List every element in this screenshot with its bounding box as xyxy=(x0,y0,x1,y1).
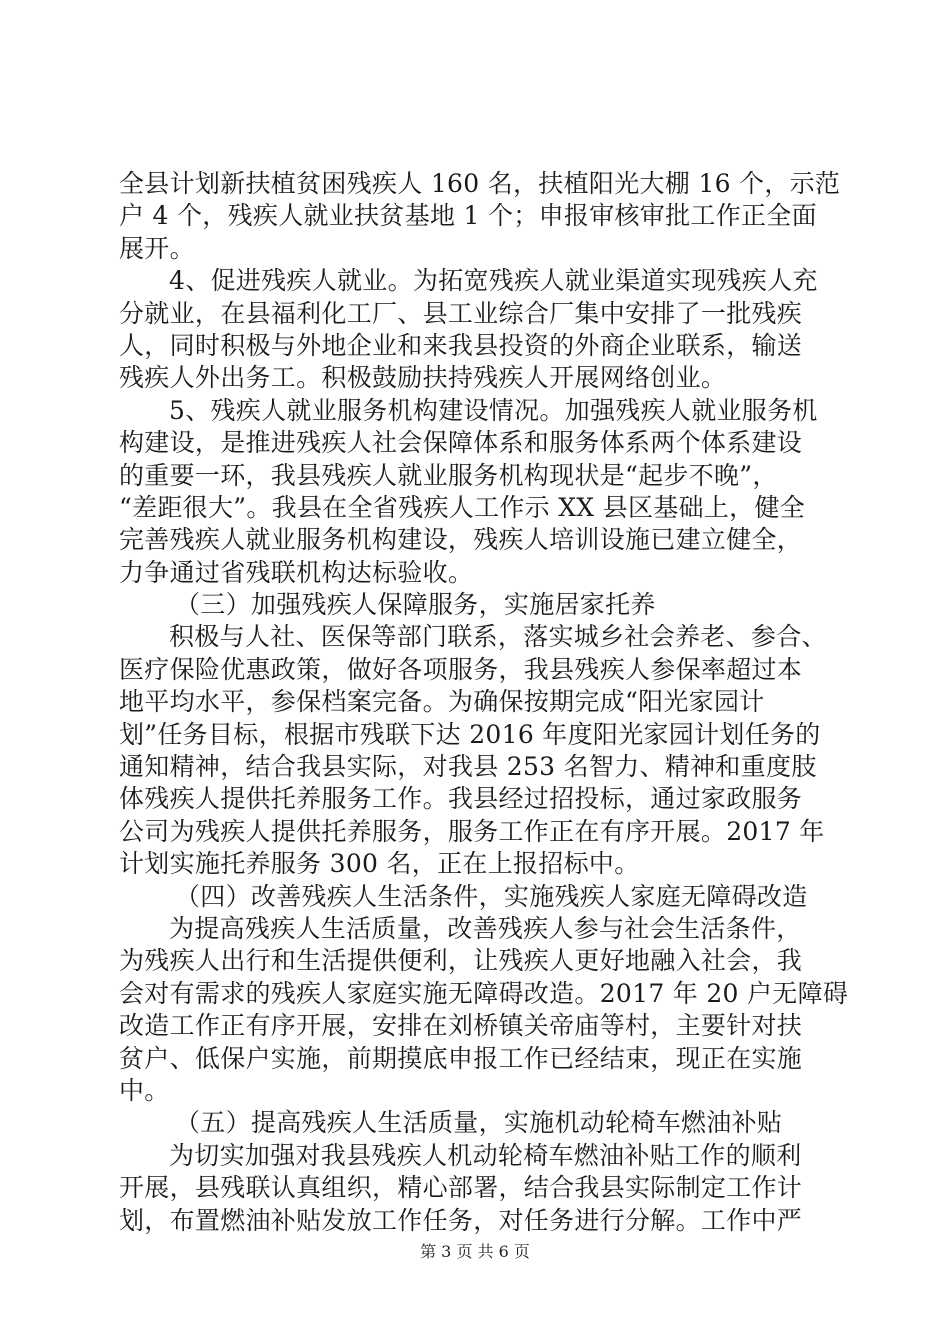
text-line: “差距很大”。我县在全省残疾人工作示 XX 县区基础上，健全 xyxy=(119,492,806,522)
text-line: 全县计划新扶植贫困残疾人 160 名，扶植阳光大棚 16 个，示范 xyxy=(119,169,841,198)
text-line: 为切实加强对我县残疾人机动轮椅车燃油补贴工作的顺利 xyxy=(169,1140,802,1170)
text-line: 地平均水平，参保档案完备。为确保按期完成“阳光家园计 xyxy=(119,687,765,717)
text-line: 为提高残疾人生活质量，改善残疾人参与社会生活条件， xyxy=(169,913,802,943)
text-line: 公司为残疾人提供托养服务，服务工作正在有序开展。2017 年 xyxy=(119,816,825,846)
text-line: 中。 xyxy=(119,1075,170,1105)
text-line: 医疗保险优惠政策，做好各项服务，我县残疾人参保率超过本 xyxy=(119,654,803,684)
text-line: 开展，县残联认真组织，精心部署，结合我县实际制定工作计 xyxy=(119,1173,803,1203)
text-line: 积极与人社、医保等部门联系，落实城乡社会养老、参合、 xyxy=(169,622,827,652)
text-line: 人，同时积极与外地企业和来我县投资的外商企业联系，输送 xyxy=(119,330,803,360)
text-line: 完善残疾人就业服务机构建设，残疾人培训设施已建立健全， xyxy=(119,525,803,555)
paragraph-heading: 5、残疾人就业服务机构建设情况。加强残疾人就业服务机 xyxy=(169,395,818,425)
text-line: 力争通过省残联机构达标验收。 xyxy=(119,557,474,587)
paragraph-heading: 4、促进残疾人就业。为拓宽残疾人就业渠道实现残疾人充 xyxy=(169,266,818,296)
text-line: 划”任务目标，根据市残联下达 2016 年度阳光家园计划任务的 xyxy=(119,719,821,749)
text-line: 划，布置燃油补贴发放工作任务，对任务进行分解。工作中严 xyxy=(119,1205,803,1235)
text-line: 会对有需求的残疾人家庭实施无障碍改造。2017 年 20 户无障碍 xyxy=(119,978,849,1008)
text-line: 体残疾人提供托养服务工作。我县经过招投标，通过家政服务 xyxy=(119,784,803,814)
text-line: 分就业，在县福利化工厂、县工业综合厂集中安排了一批残疾 xyxy=(119,298,803,328)
text-line: 为残疾人出行和生活提供便利，让残疾人更好地融入社会，我 xyxy=(119,946,803,976)
text-line: 计划实施托养服务 300 名，正在上报招标中。 xyxy=(119,849,640,879)
text-line: 改造工作正有序开展，安排在刘桥镇关帝庙等村，主要针对扶 xyxy=(119,1011,803,1041)
text-line: 构建设，是推进残疾人社会保障体系和服务体系两个体系建设 xyxy=(119,428,803,458)
text-line: 展开。 xyxy=(119,233,195,263)
text-line: 贫户、低保户实施，前期摸底申报工作已经结束，现正在实施 xyxy=(119,1043,803,1073)
section-heading: （四）改善残疾人生活条件，实施残疾人家庭无障碍改造 xyxy=(175,881,808,911)
section-heading: （五）提高残疾人生活质量，实施机动轮椅车燃油补贴 xyxy=(175,1108,783,1138)
text-line: 残疾人外出务工。积极鼓励扶持残疾人开展网络创业。 xyxy=(119,363,727,393)
text-line: 通知精神，结合我县实际，对我县 253 名智力、精神和重度肢 xyxy=(119,752,817,782)
text-line: 的重要一环，我县残疾人就业服务机构现状是“起步不晚”， xyxy=(119,460,778,490)
page-number-footer: 第 3 页 共 6 页 xyxy=(420,1242,530,1261)
text-line: 户 4 个，残疾人就业扶贫基地 1 个；申报审核审批工作正全面 xyxy=(119,201,817,231)
document-body xyxy=(119,168,849,1237)
section-heading: （三）加强残疾人保障服务，实施居家托养 xyxy=(175,590,656,620)
